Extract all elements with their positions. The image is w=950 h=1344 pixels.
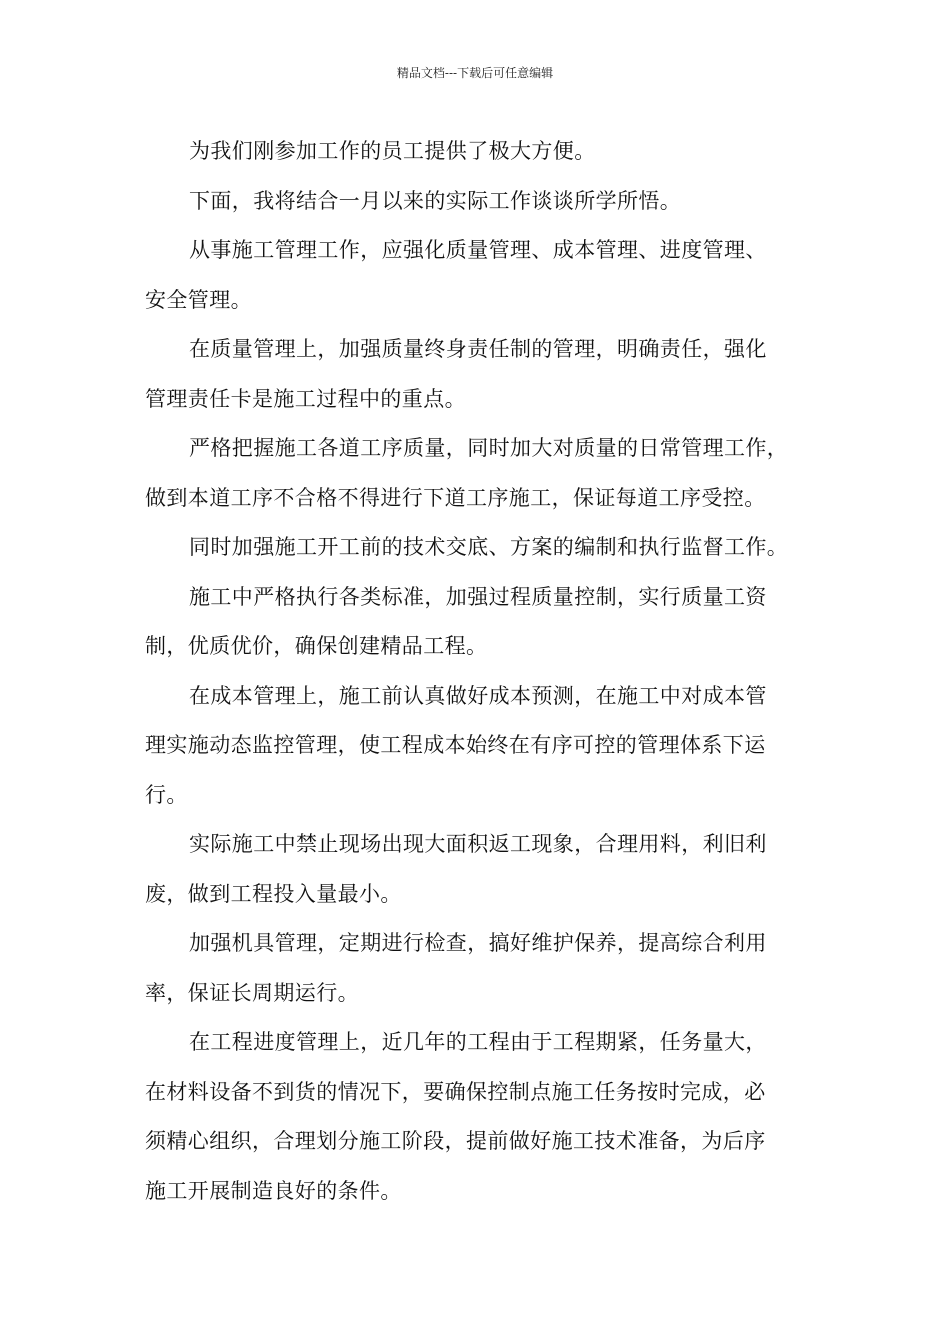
paragraph-2: 下面，我将结合一月以来的实际工作谈谈所学所悟。 xyxy=(189,188,682,213)
paragraph-6: 同时加强施工开工前的技术交底、方案的编制和执行监督工作。 xyxy=(189,535,789,559)
paragraph-3: 从事施工管理工作，应强化质量管理、成本管理、进度管理、 安全管理。 xyxy=(145,238,767,312)
document-body xyxy=(145,127,825,1216)
paragraph-10: 加强机具管理，定期进行检查，搞好维护保养，提高综合利用 率，保证长周期运行。 xyxy=(145,931,767,1005)
paragraph-1: 为我们刚参加工作的员工提供了极大方便。 xyxy=(189,139,596,163)
paragraph-9: 实际施工中禁止现场出现大面积返工现象，合理用料，利旧利 废，做到工程投入量最小。 xyxy=(145,832,767,906)
page-header: 精品文档---下载后可任意编辑 xyxy=(396,66,554,80)
paragraph-5: 严格把握施工各道工序质量，同时加大对质量的日常管理工作， 做到本道工序不合格不得进行下道工序施工，保证每道工序受控。 xyxy=(145,436,789,510)
paragraph-4: 在质量管理上，加强质量终身责任制的管理，明确责任，强化 管理责任卡是施工过程中的重点。 xyxy=(145,337,767,411)
paragraph-11: 在工程进度管理上，近几年的工程由于工程期紧，任务量大， 在材料设备不到货的情况下，要确保控制点施工任务按时完成，必 须精心组织，合理划分施工阶段，提前做好施工技术准备，为后序 施工开展制造良好的条件。 xyxy=(145,1030,767,1203)
paragraph-7: 施工中严格执行各类标准，加强过程质量控制，实行质量工资 制，优质优价，确保创建精品工程。 xyxy=(145,584,767,658)
paragraph-8: 在成本管理上，施工前认真做好成本预测，在施工中对成本管 理实施动态监控管理，使工程成本始终在有序可控的管理体系下运 行。 xyxy=(145,683,767,807)
